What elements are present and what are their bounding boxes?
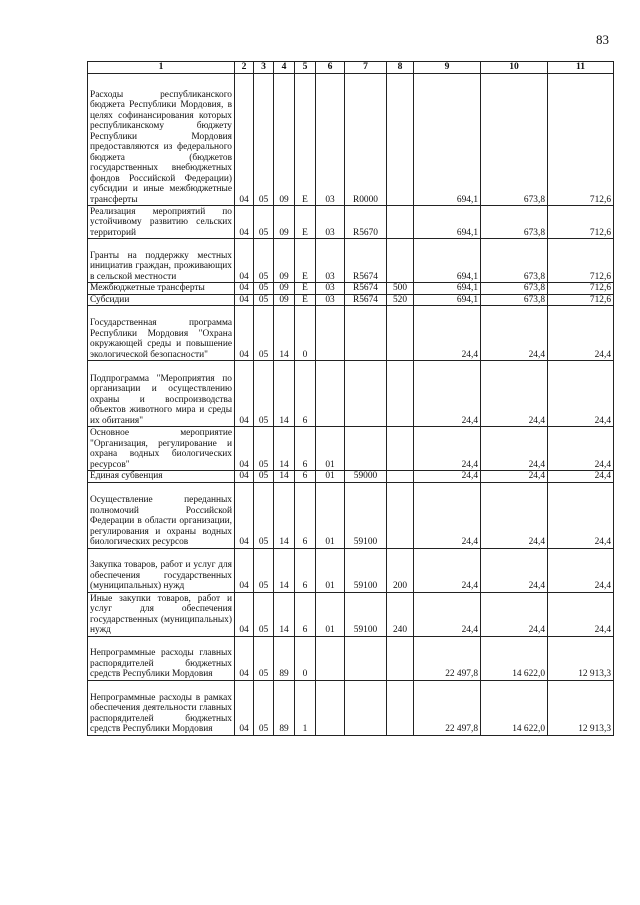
cell: 24,4: [414, 592, 481, 636]
cell: 520: [387, 294, 414, 306]
cell: 09: [274, 206, 295, 239]
cell: [316, 361, 345, 427]
cell: 05: [254, 427, 274, 471]
cell: [387, 482, 414, 548]
cell: 03: [316, 206, 345, 239]
cell: 01: [316, 482, 345, 548]
cell: 24,4: [548, 361, 614, 427]
cell: 05: [254, 680, 274, 735]
cell: 05: [254, 239, 274, 283]
row-name: Государственная программа Республики Мордовия "Охрана окружающей среды и повышение экологической безопасности": [88, 306, 235, 361]
cell: 0: [295, 306, 316, 361]
cell: 59000: [345, 471, 387, 483]
cell: R0000: [345, 74, 387, 206]
cell: 22 497,8: [414, 636, 481, 680]
cell: 14: [274, 306, 295, 361]
row-name: Расходы республиканского бюджета Республики Мордовия, в целях софинансирования которых республиканскому бюджету Республики Мордовия предоставляются из федерального бюджета (бюджетов государственных внебюджетных фондов Российской Федерации) субсидии и иные межбюджетные трансферты: [88, 74, 235, 206]
row-name: Межбюджетные трансферты: [88, 283, 235, 295]
cell: 240: [387, 592, 414, 636]
cell: 05: [254, 294, 274, 306]
row-name: Закупка товаров, работ и услуг для обеспечения государственных (муниципальных) нужд: [88, 548, 235, 592]
cell: 12 913,3: [548, 636, 614, 680]
cell: 24,4: [481, 306, 548, 361]
cell: 6: [295, 482, 316, 548]
cell: 04: [235, 283, 254, 295]
cell: 694,1: [414, 206, 481, 239]
cell: [387, 361, 414, 427]
cell: 05: [254, 548, 274, 592]
cell: 673,8: [481, 74, 548, 206]
cell: 24,4: [481, 427, 548, 471]
cell: 05: [254, 361, 274, 427]
cell: 05: [254, 306, 274, 361]
col-header: 10: [481, 62, 548, 74]
cell: 24,4: [414, 548, 481, 592]
cell: 14: [274, 427, 295, 471]
table-row: [88, 239, 614, 283]
row-name: Основное мероприятие "Организация, регулирование и охрана водных биологических ресурсов": [88, 427, 235, 471]
cell: 04: [235, 548, 254, 592]
col-header: 4: [274, 62, 295, 74]
cell: 09: [274, 283, 295, 295]
cell: 04: [235, 482, 254, 548]
table-row: [88, 427, 614, 471]
table-row: [88, 306, 614, 361]
col-header: 6: [316, 62, 345, 74]
cell: 09: [274, 239, 295, 283]
cell: 24,4: [414, 471, 481, 483]
cell: 24,4: [548, 592, 614, 636]
cell: 24,4: [414, 427, 481, 471]
cell: [345, 306, 387, 361]
cell: 24,4: [481, 471, 548, 483]
cell: 01: [316, 592, 345, 636]
cell: 694,1: [414, 74, 481, 206]
cell: 24,4: [414, 306, 481, 361]
cell: 673,8: [481, 206, 548, 239]
cell: 673,8: [481, 283, 548, 295]
budget-table: [87, 61, 614, 736]
cell: 03: [316, 294, 345, 306]
cell: 89: [274, 680, 295, 735]
cell: 6: [295, 548, 316, 592]
cell: 24,4: [414, 482, 481, 548]
header-row: [88, 62, 614, 74]
cell: 712,6: [548, 283, 614, 295]
cell: [316, 636, 345, 680]
row-name: Подпрограмма "Мероприятия по организации и осуществлению охраны и воспроизводства объектов животного мира и среды их обитания": [88, 361, 235, 427]
cell: 89: [274, 636, 295, 680]
cell: 59100: [345, 482, 387, 548]
table-row: [88, 283, 614, 295]
col-header: 2: [235, 62, 254, 74]
cell: 59100: [345, 592, 387, 636]
cell: 673,8: [481, 239, 548, 283]
cell: 04: [235, 636, 254, 680]
cell: 14 622,0: [481, 680, 548, 735]
cell: [387, 74, 414, 206]
row-name: Непрограммные расходы главных распорядителей бюджетных средств Республики Мордовия: [88, 636, 235, 680]
cell: 673,8: [481, 294, 548, 306]
cell: R5674: [345, 283, 387, 295]
cell: 59100: [345, 548, 387, 592]
table-row: [88, 592, 614, 636]
cell: R5674: [345, 294, 387, 306]
cell: [387, 206, 414, 239]
cell: 694,1: [414, 294, 481, 306]
cell: 14: [274, 361, 295, 427]
cell: E: [295, 239, 316, 283]
cell: 04: [235, 74, 254, 206]
cell: 14: [274, 471, 295, 483]
cell: [345, 680, 387, 735]
cell: 6: [295, 592, 316, 636]
cell: 24,4: [548, 306, 614, 361]
cell: 24,4: [481, 592, 548, 636]
row-name: Непрограммные расходы в рамках обеспечения деятельности главных распорядителей бюджетных средств Республики Мордовия: [88, 680, 235, 735]
cell: 14: [274, 592, 295, 636]
cell: 200: [387, 548, 414, 592]
cell: 01: [316, 471, 345, 483]
cell: 03: [316, 239, 345, 283]
cell: 22 497,8: [414, 680, 481, 735]
cell: 05: [254, 283, 274, 295]
table-row: [88, 636, 614, 680]
table-row: [88, 294, 614, 306]
cell: 1: [295, 680, 316, 735]
cell: 03: [316, 74, 345, 206]
table-row: [88, 471, 614, 483]
cell: 14 622,0: [481, 636, 548, 680]
cell: 6: [295, 427, 316, 471]
page-number: 83: [596, 32, 609, 47]
cell: [387, 239, 414, 283]
cell: 09: [274, 294, 295, 306]
cell: 12 913,3: [548, 680, 614, 735]
cell: 05: [254, 636, 274, 680]
cell: E: [295, 74, 316, 206]
table-row: [88, 482, 614, 548]
cell: 712,6: [548, 239, 614, 283]
cell: 24,4: [548, 548, 614, 592]
cell: E: [295, 294, 316, 306]
col-header: 11: [548, 62, 614, 74]
row-name: Иные закупки товаров, работ и услуг для обеспечения государственных (муниципальных) нужд: [88, 592, 235, 636]
col-header: 3: [254, 62, 274, 74]
cell: 6: [295, 361, 316, 427]
cell: 24,4: [548, 482, 614, 548]
row-name: Осуществление переданных полномочий Российской Федерации в области организации, регулирования и охраны водных биологических ресурсов: [88, 482, 235, 548]
cell: 24,4: [481, 482, 548, 548]
table-row: [88, 206, 614, 239]
cell: 694,1: [414, 239, 481, 283]
cell: [387, 636, 414, 680]
cell: 05: [254, 206, 274, 239]
cell: 04: [235, 306, 254, 361]
cell: R5674: [345, 239, 387, 283]
col-header: 1: [88, 62, 235, 74]
cell: 14: [274, 548, 295, 592]
row-name: Реализация мероприятий по устойчивому развитию сельских территорий: [88, 206, 235, 239]
table-row: [88, 74, 614, 206]
cell: [345, 636, 387, 680]
cell: [387, 427, 414, 471]
cell: 01: [316, 427, 345, 471]
cell: [387, 306, 414, 361]
table-row: [88, 680, 614, 735]
cell: [316, 680, 345, 735]
col-header: 8: [387, 62, 414, 74]
cell: 04: [235, 361, 254, 427]
cell: [345, 361, 387, 427]
cell: 14: [274, 482, 295, 548]
cell: 04: [235, 294, 254, 306]
cell: 04: [235, 471, 254, 483]
cell: [345, 427, 387, 471]
row-name: Единая субвенция: [88, 471, 235, 483]
cell: 05: [254, 482, 274, 548]
cell: [316, 306, 345, 361]
cell: 05: [254, 592, 274, 636]
cell: [387, 680, 414, 735]
col-header: 5: [295, 62, 316, 74]
row-name: Субсидии: [88, 294, 235, 306]
cell: 24,4: [481, 548, 548, 592]
table-row: [88, 361, 614, 427]
cell: 01: [316, 548, 345, 592]
col-header: 7: [345, 62, 387, 74]
cell: 24,4: [414, 361, 481, 427]
cell: 712,6: [548, 206, 614, 239]
cell: 09: [274, 74, 295, 206]
cell: 03: [316, 283, 345, 295]
cell: 712,6: [548, 294, 614, 306]
cell: 712,6: [548, 74, 614, 206]
cell: 24,4: [548, 427, 614, 471]
cell: 24,4: [548, 471, 614, 483]
cell: 6: [295, 471, 316, 483]
cell: [387, 471, 414, 483]
cell: 0: [295, 636, 316, 680]
cell: 05: [254, 74, 274, 206]
col-header: 9: [414, 62, 481, 74]
table-row: [88, 548, 614, 592]
cell: 24,4: [481, 361, 548, 427]
cell: E: [295, 283, 316, 295]
cell: R5670: [345, 206, 387, 239]
cell: 05: [254, 471, 274, 483]
cell: 04: [235, 680, 254, 735]
cell: 04: [235, 206, 254, 239]
cell: E: [295, 206, 316, 239]
cell: 04: [235, 239, 254, 283]
cell: 04: [235, 592, 254, 636]
cell: 04: [235, 427, 254, 471]
row-name: Гранты на поддержку местных инициатив граждан, проживающих в сельской местности: [88, 239, 235, 283]
cell: 694,1: [414, 283, 481, 295]
cell: 500: [387, 283, 414, 295]
